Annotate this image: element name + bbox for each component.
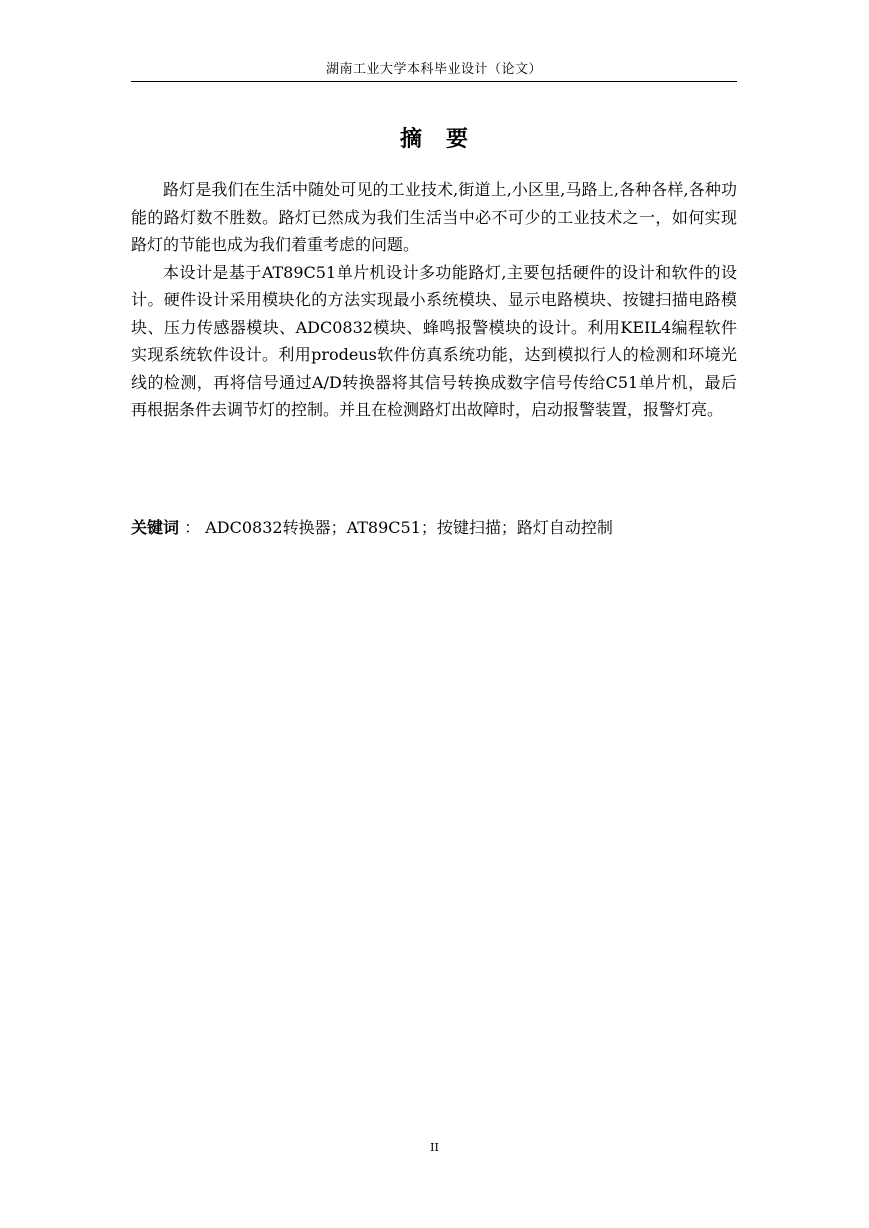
abstract-paragraph-2: 本设计是基于AT89C51单片机设计多功能路灯,主要包括硬件的设计和软件的设计。硬件设计采用模块化的方法实现最小系统模块、显示电路模块、按键扫描电路模块、压力传感器模块、ADC0832模块、蜂鸣报警模块的设计。利用KEIL4编程软件实现系统软件设计。利用prodeus软件仿真系统功能，达到模拟行人的检测和环境光线的检测，再将信号通过A/D转换器将其信号转换成数字信号传给C51单片机，最后再根据条件去调节灯的控制。并且在检测路灯出故障时，启动报警装置，报警灯亮。 <box>131 262 737 419</box>
keywords-text: ADC0832转换器；AT89C51；按键扫描；路灯自动控制 <box>205 518 613 537</box>
abstract-title: 摘要 <box>399 127 492 152</box>
keywords-label: 关键词 <box>131 518 180 537</box>
page-header: 湖南工业大学本科毕业设计（论文） <box>131 60 737 82</box>
abstract-paragraph-1: 路灯是我们在生活中随处可见的工业技术,街道上,小区里,马路上,各种各样,各种功能的路灯数不胜数。路灯已然成为我们生活当中必不可少的工业技术之一，如何实现路灯的节能也成为我们着重考虑的问题。 <box>131 180 737 254</box>
page-number: II <box>430 1141 439 1154</box>
abstract-body <box>131 176 737 424</box>
keywords-line <box>131 515 737 541</box>
keywords-separator: ： <box>184 518 201 537</box>
